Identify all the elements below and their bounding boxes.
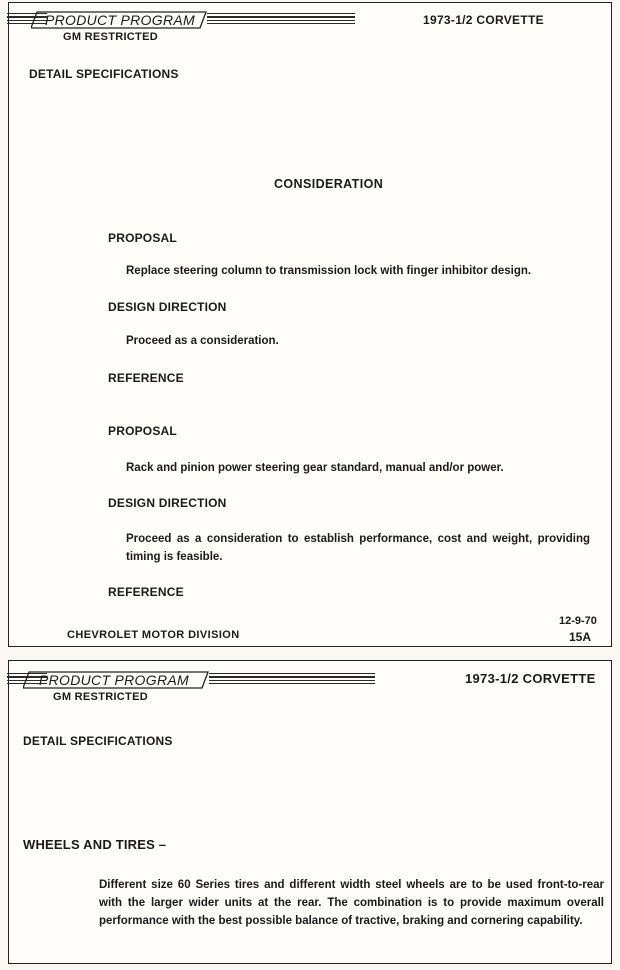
product-program-banner [23,671,209,689]
proposal-text: Replace steering column to transmission lock with finger inhibitor design. [126,265,532,277]
division-footer: CHEVROLET MOTOR DIVISION [67,629,240,641]
proposal-label: PROPOSAL [108,231,177,245]
spec-page-1 [8,2,612,647]
consideration-heading: CONSIDERATION [274,177,384,191]
page-number: 15A [569,630,592,644]
model-title: 1973-1/2 CORVETTE [465,671,596,686]
design-direction-label: DESIGN DIRECTION [108,300,227,314]
model-title: 1973-1/2 CORVETTE [423,13,544,27]
section-title: DETAIL SPECIFICATIONS [23,734,173,748]
design-direction-text: Proceed as a consideration to establish performance, cost and weight, providing timing is feasible. [126,533,590,563]
design-direction-label: DESIGN DIRECTION [108,496,227,510]
reference-label: REFERENCE [108,371,184,385]
wheels-tires-heading: WHEELS AND TIRES – [23,837,167,852]
section-title: DETAIL SPECIFICATIONS [29,67,179,81]
proposal-text: Rack and pinion power steering gear standard, manual and/or power. [126,462,504,474]
wheels-tires-text: Different size 60 Series tires and different width steel wheels are to be used front-to-rear with the larger wider units at the rear. The combination is to provide maximum overall performance with the best possible balance of tractive, braking and cornering capability. [99,879,604,927]
spec-page-2 [8,660,612,964]
restricted-label: GM RESTRICTED [53,691,148,703]
proposal-label: PROPOSAL [108,424,177,438]
banner-label: PRODUCT PROGRAM [39,672,189,688]
banner-stripes-right [207,13,355,26]
product-program-banner [31,11,207,29]
restricted-label: GM RESTRICTED [63,31,158,43]
footer-date: 12-9-70 [559,615,597,627]
banner-label: PRODUCT PROGRAM [45,12,195,28]
reference-label: REFERENCE [108,585,184,599]
design-direction-text: Proceed as a consideration. [126,335,279,347]
banner-stripes-right [209,673,375,686]
